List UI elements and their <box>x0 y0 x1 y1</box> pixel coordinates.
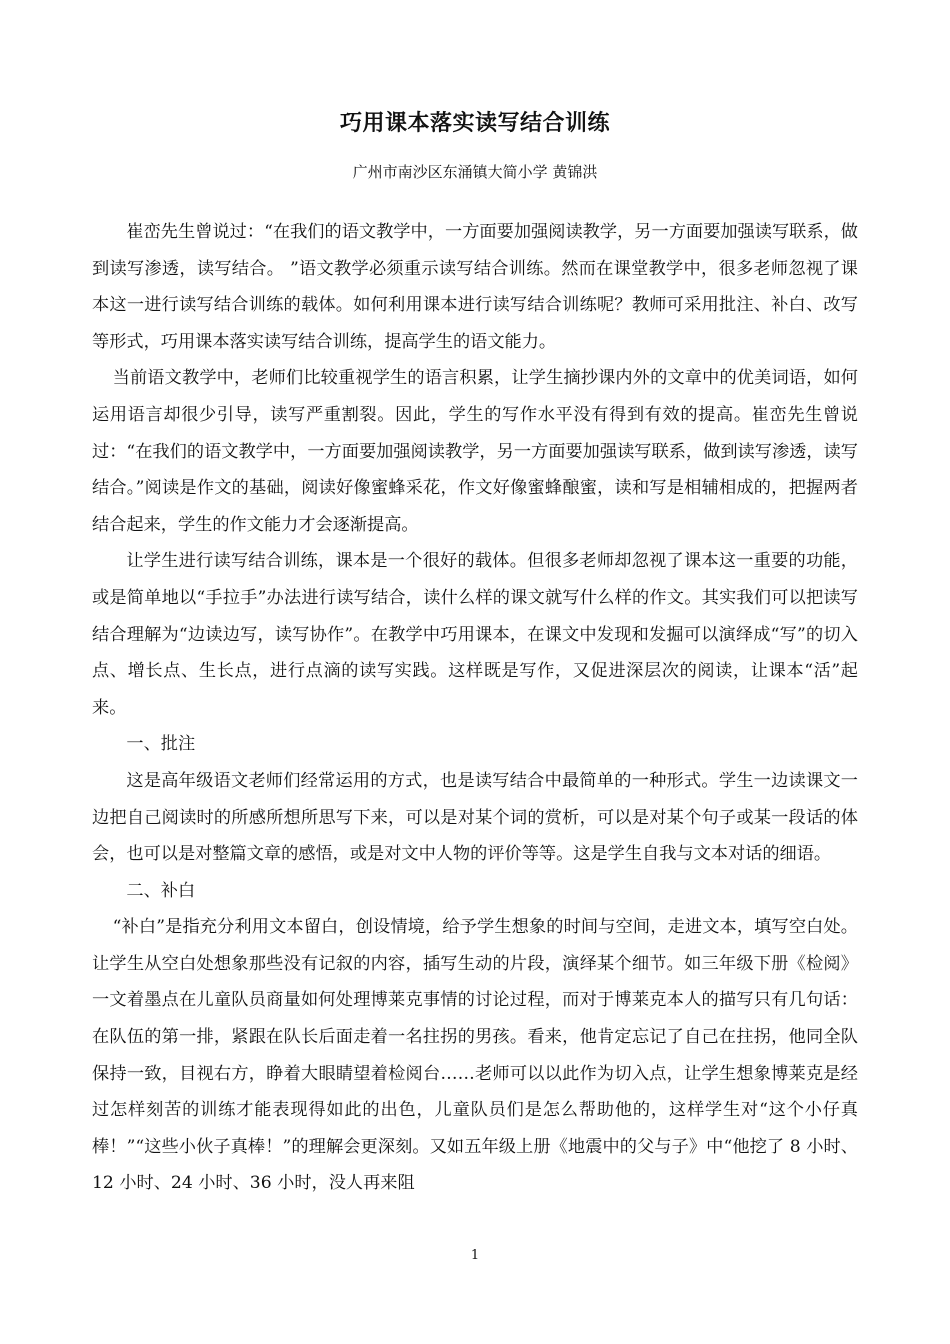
paragraph-textbook-carrier: 让学生进行读写结合训练，课本是一个很好的载体。但很多老师却忽视了课本这一重要的功能，或是简单地以“手拉手”办法进行读写结合，读什么样的课文就写什么样的作文。其实我们可以把读写结合理解为“边读边写，读写协作”。在教学中巧用课本，在课文中发现和发掘可以演绎成“写”的切入点、增长点、生长点，进行点滴的读写实践。这样既是写作，又促进深层次的阅读，让课本“活”起来。 <box>92 551 858 718</box>
paragraph-current-situation: 当前语文教学中，老师们比较重视学生的语言积累，让学生摘抄课内外的文章中的优美词语，如何运用语言却很少引导，读写严重割裂。因此，学生的写作水平没有得到有效的提高。崔峦先生曾说过：“在我们的语文教学中，一方面要加强阅读教学，另一方面要加强读写联系，做到读写渗透，读写结合。”阅读是作文的基础，阅读好像蜜蜂采花，作文好像蜜蜂酿蜜，读和写是相辅相成的，把握两者结合起来，学生的作文能力才会逐渐提高。 <box>92 368 858 535</box>
page-number: 1 <box>470 1248 480 1263</box>
section-heading-annotation: 一、批注 <box>126 734 196 755</box>
section-heading-supplement: 二、补白 <box>126 880 196 901</box>
paragraph-supplement: “补白”是指充分利用文本留白，创设情境，给予学生想象的时间与空间，走进文本，填写空白处。让学生从空白处想象那些没有记叙的内容，插写生动的片段，演绎某个细节。如三年级下册《检阅》一文着墨点在儿童队员商量如何处理博莱克事情的讨论过程，而对于博莱克本人的描写只有几句话：在队伍的第一排，紧跟在队长后面走着一名拄拐的男孩。看来，他肯定忘记了自己在拄拐，他同全队保持一致，目视右方，睁着大眼睛望着检阅台……老师可以以此作为切入点，让学生想象博莱克是经过怎样刻苦的训练才能表现得如此的出色，儿童队员们是怎么帮助他的，这样学生对“这个小仔真棒！”“这些小伙子真棒！”的理解会更深刻。又如五年级上册《地震中的父与子》中“他挖了 8 小时、12 小时、24 小时、36 小时，没人再来阻 <box>92 917 858 1194</box>
paragraph-intro: 崔峦先生曾说过：“在我们的语文教学中，一方面要加强阅读教学，另一方面要加强读写联系，做到读写渗透，读写结合。 ”语文教学必须重示读写结合训练。然而在课堂教学中，很多老师忽视了课本这一进行读写结合训练的载体。如何利用课本进行读写结合训练呢？教师可采用批注、补白、改写等形式，巧用课本落实读写结合训练，提高学生的语文能力。 <box>92 222 858 352</box>
paragraph-annotation: 这是高年级语文老师们经常运用的方式，也是读写结合中最简单的一种形式。学生一边读课文一边把自己阅读时的所感所想所思写下来，可以是对某个词的赏析，可以是对某个句子或某一段话的体会，也可以是对整篇文章的感悟，或是对文中人物的评价等等。这是学生自我与文本对话的细语。 <box>92 770 858 865</box>
document-title: 巧用课本落实读写结合训练 <box>339 111 610 136</box>
document-body <box>92 214 858 1202</box>
author-line: 广州市南沙区东涌镇大简小学 黄锦洪 <box>352 163 598 181</box>
